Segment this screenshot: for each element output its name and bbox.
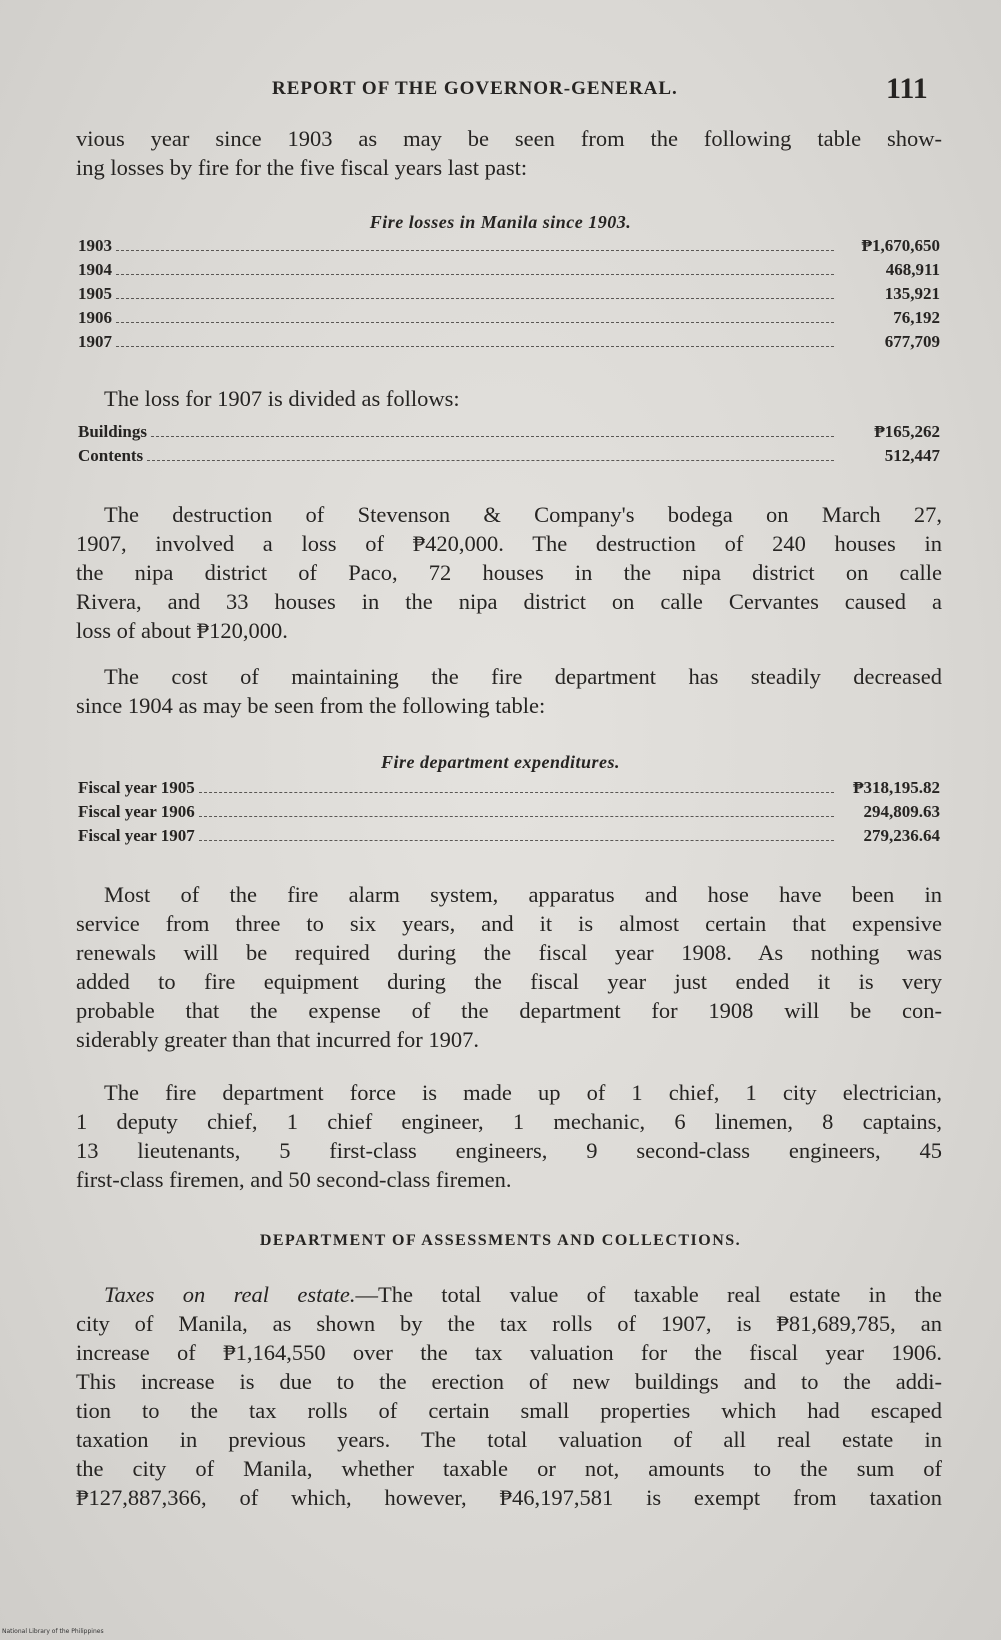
- text-line: Most of the fire alarm system, apparatus and hose have been in: [104, 882, 942, 907]
- leader-dots: [151, 435, 834, 437]
- section-heading: DEPARTMENT OF ASSESSMENTS AND COLLECTIONS.: [259, 1232, 742, 1249]
- text-line: the nipa district of Paco, 72 houses in the nipa district on calle: [76, 560, 942, 585]
- leader-dots: [116, 321, 834, 323]
- cost-paragraph: [76, 662, 942, 720]
- row-label: 1906: [78, 308, 112, 327]
- page-header: [0, 72, 1001, 112]
- row-value: 677,709: [884, 332, 940, 351]
- line-text: —The total value of taxable real estate in the: [355, 1282, 942, 1307]
- text-line: The destruction of Stevenson & Company's bodega on March 27,: [104, 502, 942, 527]
- row-label: Fiscal year 1905: [78, 778, 195, 797]
- row-label: 1904: [78, 260, 112, 279]
- text-line: tion to the tax rolls of certain small properties which had escaped: [76, 1398, 942, 1423]
- row-label: Buildings: [78, 422, 147, 441]
- table-row: [78, 332, 940, 356]
- leader-dots: [116, 297, 834, 299]
- alarm-paragraph: [76, 880, 942, 1054]
- table-row: [78, 422, 940, 446]
- text-line: service from three to six years, and it is almost certain that expensive: [76, 911, 942, 936]
- text-line: ₱127,887,366, of which, however, ₱46,197,581 is exempt from taxation: [76, 1485, 942, 1510]
- text-line: 1 deputy chief, 1 chief engineer, 1 mechanic, 6 linemen, 8 captains,: [76, 1109, 942, 1134]
- table-row: [78, 446, 940, 470]
- intro-paragraph: [76, 124, 942, 182]
- force-paragraph: [76, 1078, 942, 1194]
- fire-losses-caption: Fire losses in Manila since 1903.: [369, 212, 632, 232]
- row-label: Fiscal year 1907: [78, 826, 195, 845]
- expenditures-table: [78, 778, 940, 850]
- text-line: ing losses by fire for the five fiscal years last past:: [76, 155, 528, 180]
- leader-dots: [116, 345, 834, 347]
- text-line: The fire department force is made up of 1 chief, 1 city electrician,: [104, 1080, 942, 1105]
- text-line: taxation in previous years. The total valuation of all real estate in: [76, 1427, 942, 1452]
- text-line: siderably greater than that incurred for 1907.: [76, 1027, 479, 1052]
- text-line: loss of about ₱120,000.: [76, 618, 288, 643]
- row-value: 76,192: [893, 308, 940, 327]
- run-in-heading: Taxes on real estate.: [104, 1282, 356, 1307]
- text-line: 13 lieutenants, 5 first-class engineers, 9 second-class engineers, 45: [76, 1138, 942, 1163]
- expenditures-caption: Fire department expenditures.: [381, 752, 620, 772]
- text-line: the city of Manila, whether taxable or not, amounts to the sum of: [76, 1456, 942, 1481]
- table-row: [78, 284, 940, 308]
- row-value: ₱318,195.82: [853, 778, 940, 797]
- leader-dots: [147, 459, 834, 461]
- leader-dots: [116, 273, 834, 275]
- row-label: 1907: [78, 332, 112, 351]
- table-row: [78, 236, 940, 260]
- row-label: 1903: [78, 236, 112, 255]
- fire-losses-table: [78, 236, 940, 356]
- text-line: [76, 1280, 942, 1309]
- text-line: city of Manila, as shown by the tax rolls of 1907, is ₱81,689,785, an: [76, 1311, 942, 1336]
- text-line: added to fire equipment during the fiscal year just ended it is very: [76, 969, 942, 994]
- text-line: vious year since 1903 as may be seen from the following table show-: [76, 126, 942, 151]
- text-line: The loss for 1907 is divided as follows:: [104, 386, 460, 411]
- taxes-paragraph: [76, 1280, 942, 1512]
- table-row: [78, 778, 940, 802]
- row-value: 279,236.64: [863, 826, 940, 845]
- text-line: since 1904 as may be seen from the following table:: [76, 693, 546, 718]
- table-row: [78, 826, 940, 850]
- loss-division-intro: [76, 384, 942, 413]
- row-value: 294,809.63: [863, 802, 940, 821]
- text-line: 1907, involved a loss of ₱420,000. The destruction of 240 houses in: [76, 531, 942, 556]
- text-line: The cost of maintaining the fire department has steadily decreased: [104, 664, 942, 689]
- row-value: ₱165,262: [874, 422, 940, 441]
- row-value: 512,447: [884, 446, 940, 465]
- destruction-paragraph: [76, 500, 942, 645]
- text-line: renewals will be required during the fiscal year 1908. As nothing was: [76, 940, 942, 965]
- row-label: Fiscal year 1906: [78, 802, 195, 821]
- text-line: increase of ₱1,164,550 over the tax valuation for the fiscal year 1906.: [76, 1340, 942, 1365]
- text-line: This increase is due to the erection of new buildings and to the addi-: [76, 1369, 942, 1394]
- text-line: probable that the expense of the department for 1908 will be con-: [76, 998, 942, 1023]
- leader-dots: [116, 249, 834, 251]
- running-head: REPORT OF THE GOVERNOR-GENERAL.: [272, 78, 678, 99]
- text-line: Rivera, and 33 houses in the nipa district on calle Cervantes caused a: [76, 589, 942, 614]
- row-value: ₱1,670,650: [861, 236, 940, 255]
- loss-division-table: [78, 422, 940, 470]
- footer-note: National Library of the Philippines: [2, 1628, 104, 1635]
- leader-dots: [199, 815, 834, 817]
- row-label: Contents: [78, 446, 144, 465]
- leader-dots: [199, 791, 834, 793]
- table-row: [78, 802, 940, 826]
- row-value: 135,921: [884, 284, 940, 303]
- page-number: 111: [886, 72, 928, 105]
- text-line: first-class firemen, and 50 second-class firemen.: [76, 1167, 512, 1192]
- row-label: 1905: [78, 284, 112, 303]
- table-row: [78, 308, 940, 332]
- leader-dots: [199, 839, 834, 841]
- table-row: [78, 260, 940, 284]
- row-value: 468,911: [885, 260, 940, 279]
